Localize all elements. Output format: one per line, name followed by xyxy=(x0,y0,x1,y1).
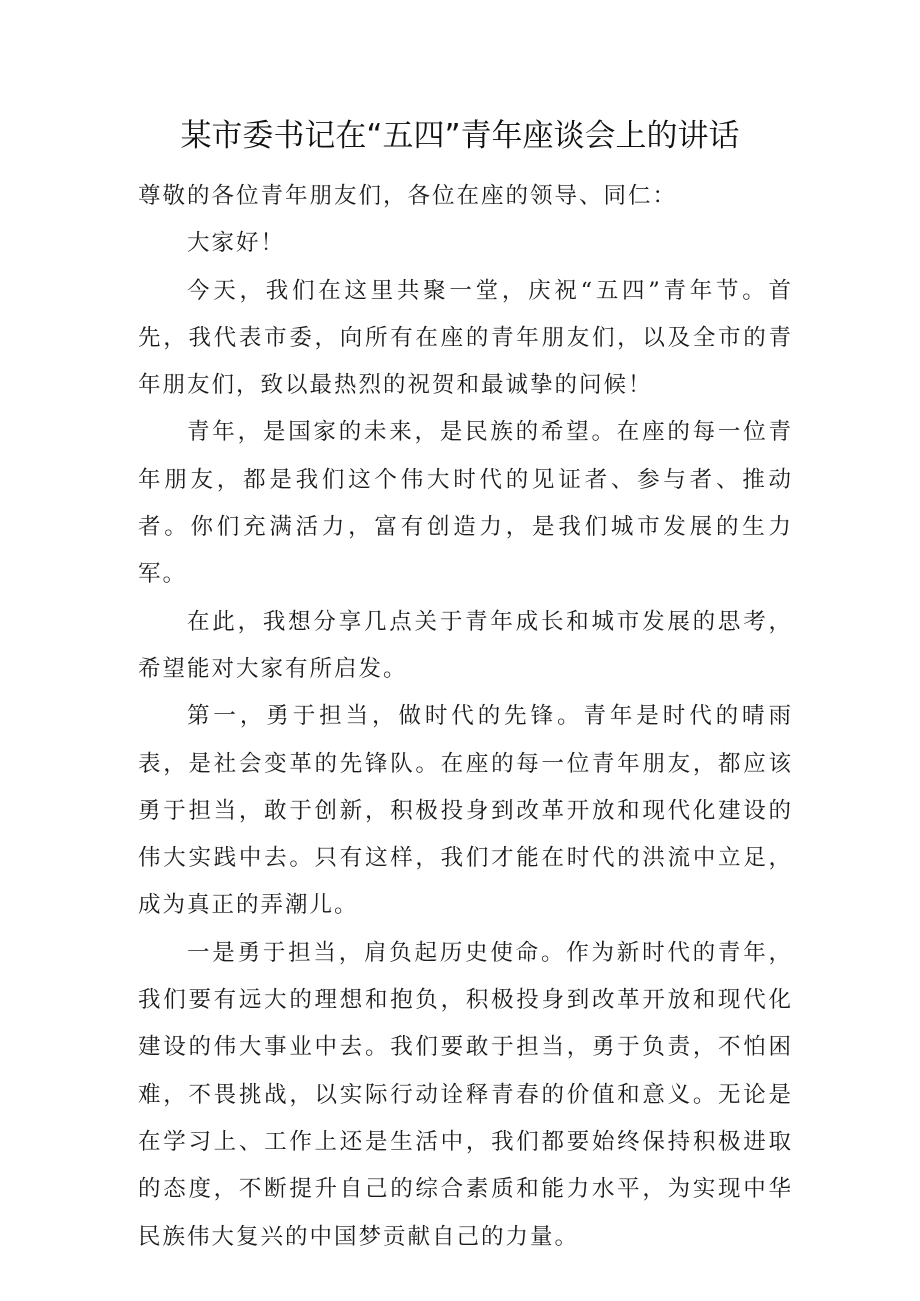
document-body xyxy=(138,173,793,1261)
paragraph-youth-future: 青年，是国家的未来，是民族的希望。在座的每一位青年朋友，都是我们这个伟大时代的见证者、参与者、推动者。你们充满活力，富有创造力，是我们城市发展的生力军。 xyxy=(138,419,793,588)
document-title: 某市委书记在“五四”青年座谈会上的讲话 xyxy=(180,118,740,154)
paragraph-greeting: 大家好！ xyxy=(187,230,286,257)
paragraph-share-thoughts: 在此，我想分享几点关于青年成长和城市发展的思考，希望能对大家有所启发。 xyxy=(138,608,793,682)
salutation: 尊敬的各位青年朋友们，各位在座的领导、同仁： xyxy=(138,183,678,209)
paragraph-sub-point-one: 一是勇于担当，肩负起历史使命。作为新时代的青年，我们要有远大的理想和抱负，积极投身到改革开放和现代化建设的伟大事业中去。我们要敢于担当，勇于负责，不怕困难，不畏挑战，以实际行动诠释青春的价值和意义。无论是在学习上、工作上还是生活中，我们都要始终保持积极进取的态度，不断提升自己的综合素质和能力水平，为实现中华民族伟大复兴的中国梦贡献自己的力量。 xyxy=(138,939,793,1250)
paragraph-opening: 今天，我们在这里共聚一堂，庆祝“五四”青年节。首先，我代表市委，向所有在座的青年朋友们，以及全市的青年朋友们，致以最热烈的祝贺和最诚挚的问候！ xyxy=(138,277,793,399)
paragraph-point-one: 第一，勇于担当，做时代的先锋。青年是时代的晴雨表，是社会变革的先锋队。在座的每一位青年朋友，都应该勇于担当，敢于创新，积极投身到改革开放和现代化建设的伟大实践中去。只有这样，我们才能在时代的洪流中立足，成为真正的弄潮儿。 xyxy=(138,703,793,919)
